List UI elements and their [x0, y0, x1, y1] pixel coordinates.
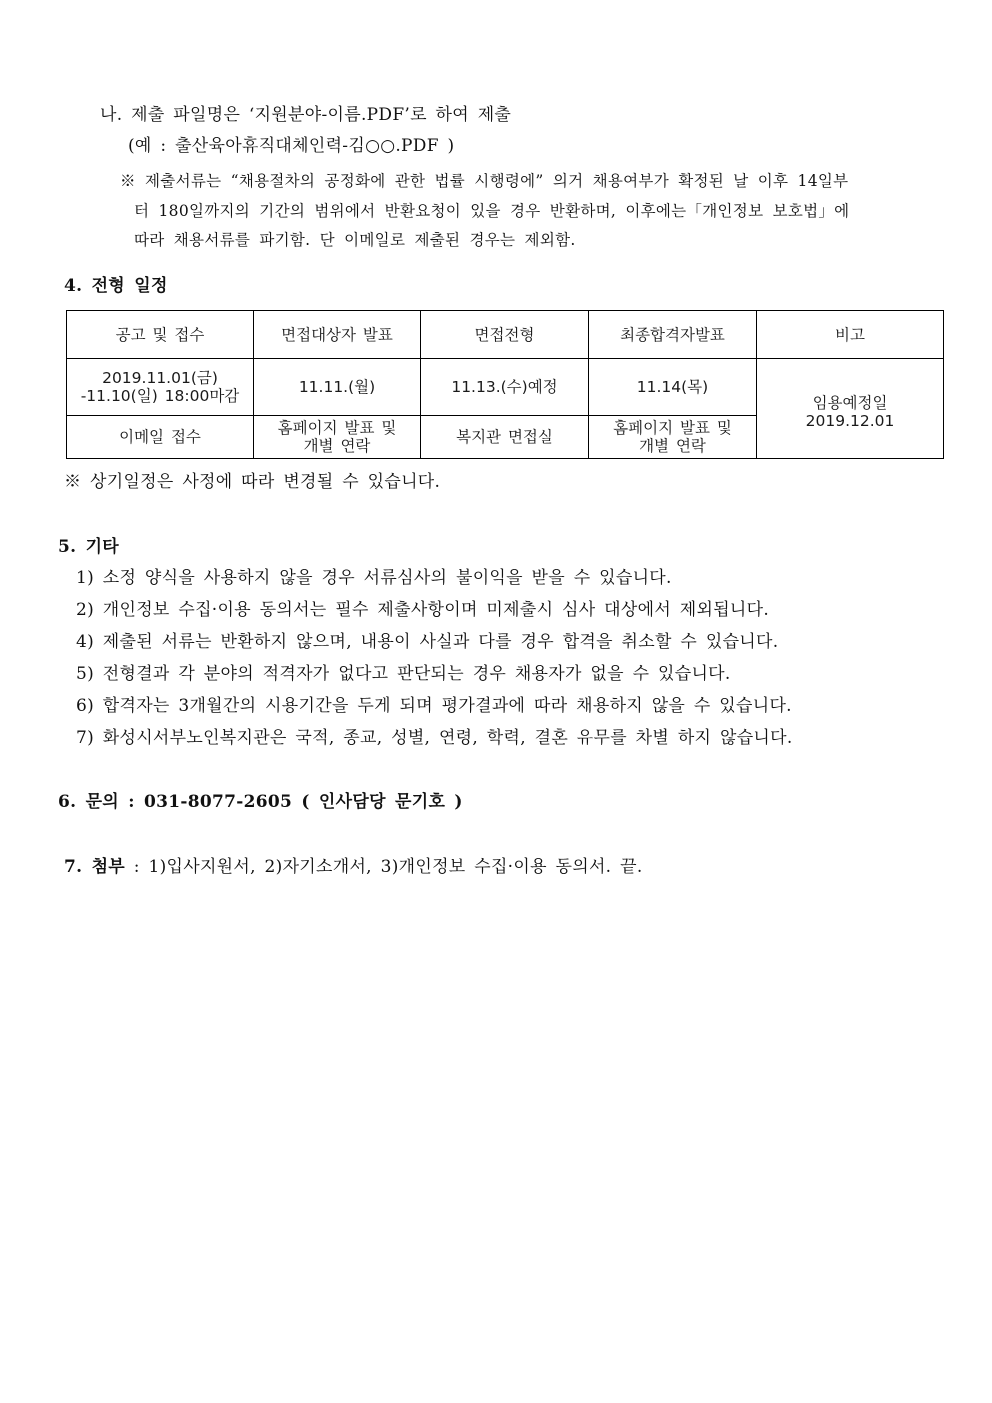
- cell-remark: [757, 359, 944, 459]
- section5-title: 5. 기타: [58, 537, 120, 557]
- section5-item-7: 7) 화성시서부노인복지관은 국적, 종교, 성별, 연령, 학력, 결혼 유무를 차별 하지 않습니다.: [76, 728, 793, 748]
- schedule-note: ※ 상기일정은 사정에 따라 변경될 수 있습니다.: [64, 472, 441, 492]
- candidates-method-line1: 홈페이지 발표 및: [277, 419, 397, 437]
- cell-announcement-method: 이메일 접수: [67, 416, 254, 459]
- cell-candidates-date: 11.11.(월): [254, 359, 421, 416]
- header-final-result: 최종합격자발표: [589, 311, 757, 359]
- cell-final-date: 11.14(목): [589, 359, 757, 416]
- cell-interview-location: 복지관 면접실: [421, 416, 589, 459]
- candidates-method-line2: 개별 연락: [303, 437, 371, 455]
- header-remark: 비고: [757, 311, 944, 359]
- final-method-line1: 홈페이지 발표 및: [613, 419, 732, 437]
- announcement-date-end: -11.10(일) 18:00마감: [80, 387, 240, 405]
- announcement-date-start: 2019.11.01(금): [102, 369, 218, 387]
- schedule-table: [66, 310, 944, 459]
- cell-final-method: [589, 416, 757, 459]
- section5-item-6: 6) 합격자는 3개월간의 시용기간을 두게 되며 평가결과에 따라 채용하지 않을 수 있습니다.: [76, 696, 792, 716]
- section4-title: 4. 전형 일정: [64, 276, 168, 296]
- submission-note-line1: ※ 제출서류는 “채용절차의 공정화에 관한 법률 시행령에” 의거 채용여부가 확정된 날 이후 14일부: [120, 172, 849, 190]
- header-interview: 면접전형: [421, 311, 589, 359]
- header-interview-candidates: 면접대상자 발표: [254, 311, 421, 359]
- submission-note-line3: 따라 채용서류를 파기함. 단 이메일로 제출된 경우는 제외함.: [134, 231, 576, 249]
- remark-date: 2019.12.01: [805, 411, 895, 430]
- section5-item-4: 4) 제출된 서류는 반환하지 않으며, 내용이 사실과 다를 경우 합격을 취소할 수 있습니다.: [76, 632, 779, 652]
- section7-text: : 1)입사지원서, 2)자기소개서, 3)개인정보 수집·이용 동의서. 끝.: [125, 857, 643, 877]
- submission-item-na: 나. 제출 파일명은 ‘지원분야-이름.PDF’로 하여 제출: [100, 105, 512, 125]
- submission-note-line2: 터 180일까지의 기간의 범위에서 반환요청이 있을 경우 반환하며, 이후에는「개인정보 보호법」에: [134, 202, 850, 220]
- cell-candidates-method: [254, 416, 421, 459]
- remark-label: 임용예정일: [812, 393, 888, 412]
- cell-interview-date: 11.13.(수)예정: [421, 359, 589, 416]
- final-method-line2: 개별 연락: [639, 437, 706, 455]
- section7-attachments: [64, 856, 643, 878]
- section5-item-5: 5) 전형결과 각 분야의 적격자가 없다고 판단되는 경우 채용자가 없을 수 있습니다.: [76, 664, 731, 684]
- header-announcement: 공고 및 접수: [67, 311, 254, 359]
- section5-item-2: 2) 개인정보 수집·이용 동의서는 필수 제출사항이며 미제출시 심사 대상에서 제외됩니다.: [76, 600, 770, 620]
- section6-contact: 6. 문의 : 031-8077-2605 ( 인사담당 문기호 ): [58, 792, 463, 812]
- schedule-date-row: [67, 359, 944, 416]
- section7-label: 7. 첨부: [64, 857, 126, 877]
- submission-example: (예 : 출산육아휴직대체인력-김○○.PDF ): [128, 136, 455, 156]
- section5-item-1: 1) 소정 양식을 사용하지 않을 경우 서류심사의 불이익을 받을 수 있습니다.: [76, 568, 672, 588]
- schedule-header-row: [67, 311, 944, 359]
- cell-announcement-dates: [67, 359, 254, 416]
